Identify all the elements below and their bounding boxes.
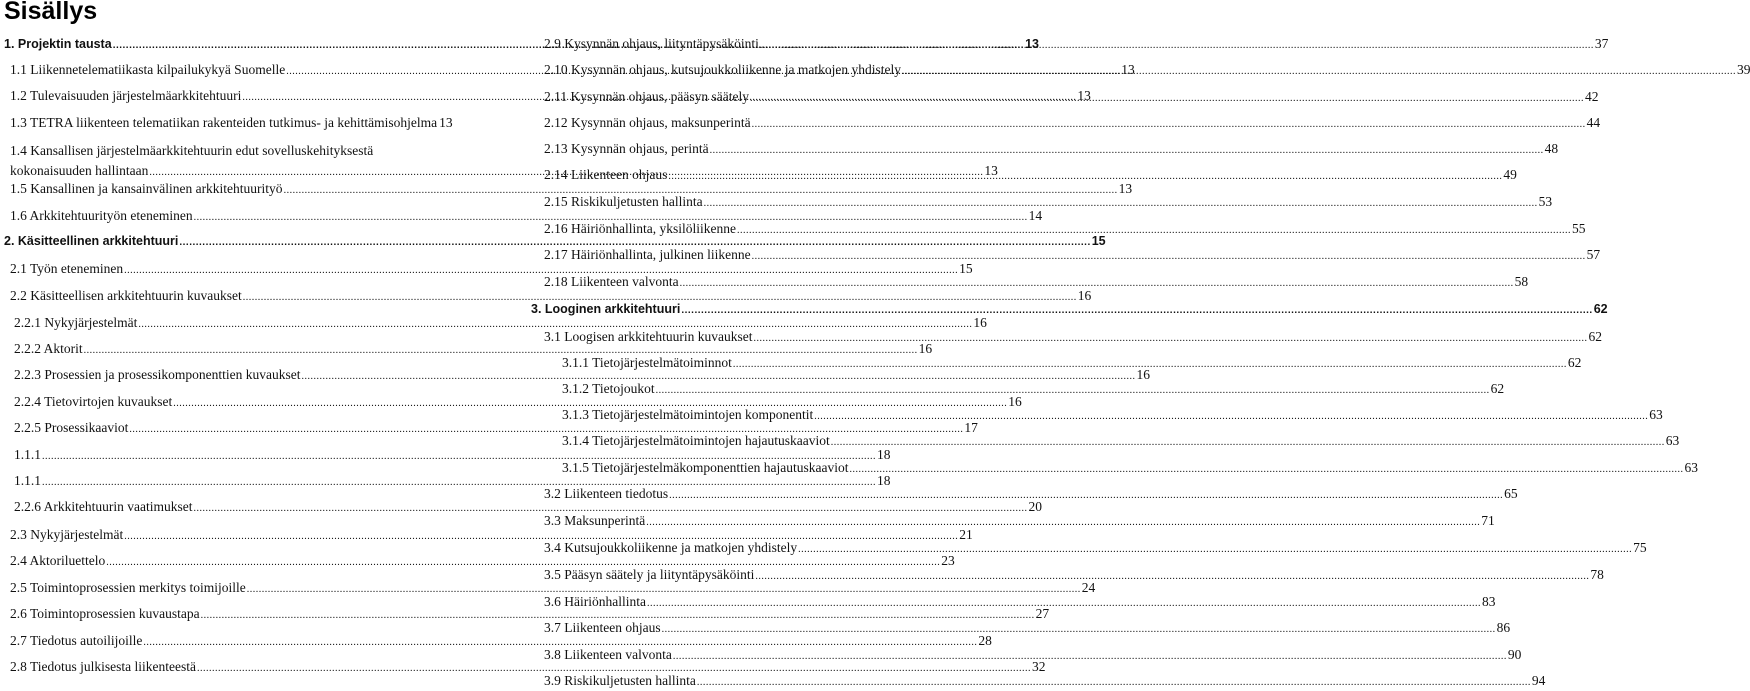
page-title: Sisällys bbox=[4, 0, 98, 25]
toc-entry-page: 17 bbox=[964, 420, 978, 435]
dot-leader bbox=[814, 409, 1648, 425]
toc-entry[interactable] bbox=[531, 301, 1608, 319]
toc-entry-title: 1.1.1 bbox=[14, 447, 41, 462]
toc-entry-title: 2.2.6 Arkkitehtuurin vaatimukset bbox=[14, 499, 193, 514]
dot-leader bbox=[733, 357, 1567, 373]
toc-entry[interactable] bbox=[14, 315, 987, 333]
toc-entry-page: 13 bbox=[1121, 62, 1135, 77]
toc-entry[interactable] bbox=[10, 181, 1133, 199]
toc-entry-page: 32 bbox=[1032, 659, 1046, 674]
toc-entry-page: 15 bbox=[1091, 234, 1106, 248]
toc-entry[interactable] bbox=[562, 460, 1698, 478]
toc-entry-page: 39 bbox=[1736, 62, 1750, 77]
toc-entry[interactable] bbox=[544, 673, 1546, 691]
dot-leader bbox=[656, 383, 1490, 399]
toc-entry-title: 1.1 Liikennetelematiikasta kilpailukykyä Suomelle bbox=[10, 62, 286, 77]
toc-entry-title: 2.1 Työn eteneminen bbox=[10, 261, 124, 276]
toc-entry[interactable] bbox=[10, 288, 1092, 306]
dot-leader bbox=[680, 276, 1514, 292]
toc-entry[interactable] bbox=[10, 115, 453, 133]
dot-leader bbox=[831, 435, 1665, 451]
toc-entry[interactable] bbox=[544, 115, 1601, 133]
toc-entry[interactable] bbox=[544, 620, 1511, 638]
toc-entry[interactable] bbox=[4, 233, 1106, 251]
toc-entry[interactable] bbox=[10, 580, 1096, 598]
dot-leader bbox=[760, 38, 1594, 54]
toc-entry-page: 27 bbox=[1035, 606, 1050, 621]
toc-entry[interactable] bbox=[10, 208, 1043, 226]
toc-entry-page: 78 bbox=[1590, 567, 1604, 582]
dot-leader bbox=[752, 117, 1586, 133]
toc-entry-title: 1.6 Arkkitehtuurityön eteneminen bbox=[10, 208, 193, 223]
toc-entry-page: 42 bbox=[1584, 89, 1599, 104]
toc-entry[interactable] bbox=[544, 329, 1602, 347]
toc-entry-page: 28 bbox=[978, 633, 992, 648]
toc-entry-title: 2.4 Aktoriluettelo bbox=[10, 553, 106, 568]
toc-entry-title: 2.11 Kysynnän ohjaus, pääsyn säätely bbox=[544, 89, 749, 104]
toc-entry-title: 3.1.5 Tietojärjestelmäkomponenttien hajautuskaaviot bbox=[562, 460, 849, 475]
toc-entry[interactable] bbox=[544, 221, 1586, 239]
toc-entry[interactable] bbox=[10, 553, 955, 571]
toc-entry-title: 1.3 TETRA liikenteen telematiikan rakenteiden tutkimus- ja kehittämisohjelma bbox=[10, 115, 438, 130]
toc-entry-title: 1. Projektin tausta bbox=[4, 37, 112, 51]
toc-entry-page: 83 bbox=[1481, 594, 1496, 609]
toc-entry[interactable] bbox=[544, 141, 1559, 159]
toc-entry-title: 2.18 Liikenteen valvonta bbox=[544, 274, 679, 289]
toc-entry-page: 13 bbox=[1118, 181, 1133, 196]
toc-entry-title: 2.16 Häiriönhallinta, yksilöliikenne bbox=[544, 221, 736, 236]
toc-entry-title: 1.5 Kansallinen ja kansainvälinen arkkitehtuurityö bbox=[10, 181, 283, 196]
toc-entry-page: 63 bbox=[1649, 407, 1663, 422]
toc-entry-page: 44 bbox=[1586, 115, 1601, 130]
toc-entry-page: 48 bbox=[1544, 141, 1559, 156]
toc-entry[interactable] bbox=[14, 341, 933, 359]
toc-entry[interactable] bbox=[562, 381, 1505, 399]
toc-entry-title: 3.8 Liikenteen valvonta bbox=[544, 647, 672, 662]
dot-leader bbox=[704, 196, 1538, 212]
dot-leader bbox=[681, 303, 1592, 319]
toc-entry-page: 15 bbox=[959, 261, 973, 276]
toc-entry[interactable] bbox=[562, 407, 1663, 425]
toc-entry[interactable] bbox=[544, 567, 1604, 585]
dot-leader bbox=[902, 64, 1736, 80]
toc-entry-title: 2. Käsitteellinen arkkitehtuuri bbox=[4, 234, 179, 248]
toc-entry[interactable] bbox=[10, 261, 973, 279]
toc-entry-title: 2.15 Riskikuljetusten hallinta bbox=[544, 194, 703, 209]
dot-leader bbox=[798, 542, 1632, 558]
toc-entry-title: 3.1.4 Tietojärjestelmätoimintojen hajautuskaaviot bbox=[562, 433, 830, 448]
toc-entry[interactable] bbox=[544, 647, 1522, 665]
toc-entry[interactable] bbox=[14, 447, 891, 465]
toc-entry[interactable] bbox=[10, 606, 1050, 624]
toc-entry-page: 20 bbox=[1028, 499, 1042, 514]
toc-entry-title: 2.12 Kysynnän ohjaus, maksunperintä bbox=[544, 115, 751, 130]
dot-leader bbox=[755, 569, 1589, 585]
toc-entry-page: 16 bbox=[1136, 367, 1150, 382]
dot-leader bbox=[646, 515, 1480, 531]
dot-leader bbox=[710, 143, 1544, 159]
toc-entry-page: 21 bbox=[959, 527, 973, 542]
toc-entry-page: 16 bbox=[1008, 394, 1022, 409]
toc-entry[interactable] bbox=[562, 433, 1680, 451]
toc-entry-title: 2.13 Kysynnän ohjaus, perintä bbox=[544, 141, 709, 156]
toc-entry[interactable] bbox=[10, 659, 1046, 677]
toc-entry-page: 63 bbox=[1665, 433, 1680, 448]
dot-leader bbox=[750, 91, 1584, 107]
toc-entry[interactable] bbox=[544, 194, 1553, 212]
toc-entry-page: 18 bbox=[877, 447, 891, 462]
toc-entry-title: 3.2 Liikenteen tiedotus bbox=[544, 486, 669, 501]
toc-entry-title: 2.7 Tiedotus autoilijoille bbox=[10, 633, 143, 648]
toc-entry-title: 3.1.1 Tietojärjestelmätoiminnot bbox=[562, 355, 732, 370]
toc-entry-page: 94 bbox=[1531, 673, 1546, 688]
toc-entry-title: 3.5 Pääsyn säätely ja liityntäpysäköinti bbox=[544, 567, 755, 582]
toc-entry-title: 2.2.1 Nykyjärjestelmät bbox=[14, 315, 138, 330]
toc-entry-title: 2.2.3 Prosessien ja prosessikomponenttien kuvaukset bbox=[14, 367, 301, 382]
toc-entry[interactable] bbox=[544, 247, 1601, 265]
toc-entry-title: 2.2.4 Tietovirtojen kuvaukset bbox=[14, 394, 173, 409]
toc-entry-page: 16 bbox=[918, 341, 933, 356]
toc-entry-title: 1.1.1 bbox=[14, 473, 41, 488]
toc-entry[interactable] bbox=[544, 540, 1647, 558]
toc-entry-page: 49 bbox=[1503, 167, 1517, 182]
toc-entry-page: 23 bbox=[941, 553, 955, 568]
toc-entry-page: 62 bbox=[1593, 302, 1608, 316]
toc-entry[interactable] bbox=[14, 499, 1042, 517]
toc-entry-page: 65 bbox=[1504, 486, 1518, 501]
toc-entry-page: 62 bbox=[1567, 355, 1582, 370]
toc-entry-title: 2.5 Toimintoprosessien merkitys toimijoille bbox=[10, 580, 246, 595]
toc-entry-title: 2.14 Liikenteen ohjaus bbox=[544, 167, 668, 182]
toc-entry-title: 3.1.3 Tietojärjestelmätoimintojen komponentit bbox=[562, 407, 814, 422]
toc-entry-title: 2.17 Häiriönhallinta, julkinen liikenne bbox=[544, 247, 751, 262]
toc-entry-page: 16 bbox=[973, 315, 987, 330]
toc-entry-title: 3.3 Maksunperintä bbox=[544, 513, 646, 528]
toc-entry-page: 62 bbox=[1490, 381, 1505, 396]
dot-leader bbox=[697, 675, 1531, 691]
toc-entry-title: 2.6 Toimintoprosessien kuvaustapa bbox=[10, 606, 200, 621]
toc-entry-title: 1.4 Kansallisen järjestelmäarkkitehtuurin edut sovelluskehityksestä bbox=[10, 143, 374, 158]
toc-entry-title: 3.9 Riskikuljetusten hallinta bbox=[544, 673, 696, 688]
toc-entry[interactable] bbox=[544, 513, 1495, 531]
toc-entry[interactable] bbox=[10, 527, 973, 545]
toc-entry-page: 63 bbox=[1684, 460, 1698, 475]
dot-leader bbox=[737, 223, 1571, 239]
toc-entry[interactable] bbox=[544, 594, 1496, 612]
toc-entry-title: 3.1 Loogisen arkkitehtuurin kuvaukset bbox=[544, 329, 753, 344]
toc-entry-page: 58 bbox=[1514, 274, 1529, 289]
toc-entry-page: 90 bbox=[1507, 647, 1522, 662]
toc-entry[interactable] bbox=[544, 486, 1518, 504]
dot-leader bbox=[673, 649, 1507, 665]
toc-entry-title: 2.3 Nykyjärjestelmät bbox=[10, 527, 124, 542]
toc-entry-title: 3.7 Liikenteen ohjaus bbox=[544, 620, 661, 635]
toc-entry-page: 13 bbox=[1077, 88, 1091, 103]
toc-entry-title: 3.4 Kutsujoukkoliikenne ja matkojen yhdistely bbox=[544, 540, 798, 555]
toc-entry-title: 3. Looginen arkkitehtuuri bbox=[531, 302, 681, 316]
dot-leader bbox=[753, 331, 1587, 347]
toc-entry[interactable] bbox=[14, 394, 1022, 412]
dot-leader bbox=[668, 169, 1502, 185]
toc-entry-page: 53 bbox=[1538, 194, 1553, 209]
toc-entry-page: 13 bbox=[984, 163, 998, 178]
dot-leader bbox=[752, 249, 1586, 265]
dot-leader bbox=[849, 462, 1683, 478]
toc-entry-title: 2.9 Kysynnän ohjaus, liityntäpysäköinti bbox=[544, 36, 759, 51]
toc-entry-page: 57 bbox=[1586, 247, 1601, 262]
dot-leader bbox=[669, 488, 1503, 504]
toc-entry-page: 37 bbox=[1594, 36, 1609, 51]
toc-entry-page: 62 bbox=[1588, 329, 1602, 344]
toc-entry-title: 3.1.2 Tietojoukot bbox=[562, 381, 655, 396]
toc-entry-title: 2.2.2 Aktorit bbox=[14, 341, 83, 356]
toc-entry-page: 86 bbox=[1496, 620, 1511, 635]
toc-entry-page: 55 bbox=[1571, 221, 1586, 236]
toc-entry[interactable] bbox=[10, 633, 992, 651]
toc-entry-page: 24 bbox=[1081, 580, 1096, 595]
toc-entry-title: 2.10 Kysynnän ohjaus, kutsujoukkoliikenne ja matkojen yhdistely bbox=[544, 62, 901, 77]
toc-entry-page: 14 bbox=[1028, 208, 1043, 223]
toc-entry[interactable] bbox=[14, 367, 1150, 385]
toc-entry[interactable] bbox=[14, 473, 891, 491]
toc-entry-page: 16 bbox=[1077, 288, 1092, 303]
dot-leader bbox=[647, 596, 1481, 612]
dot-leader bbox=[662, 622, 1496, 638]
toc-entry-page: 13 bbox=[439, 115, 453, 130]
toc-entry[interactable] bbox=[14, 420, 978, 438]
toc-entry-title-continued: kokonaisuuden hallintaan bbox=[10, 163, 149, 178]
toc-entry-title: 1.2 Tulevaisuuden järjestelmäarkkitehtuuri bbox=[10, 88, 242, 103]
toc-entry-title: 2.2 Käsitteellisen arkkitehtuurin kuvaukset bbox=[10, 288, 242, 303]
toc-entry-title: 2.2.5 Prosessikaaviot bbox=[14, 420, 129, 435]
toc-entry-title: 3.6 Häiriönhallinta bbox=[544, 594, 646, 609]
toc-entry-page: 71 bbox=[1481, 513, 1495, 528]
toc-entry-page: 18 bbox=[877, 473, 891, 488]
toc-entry-page: 13 bbox=[1025, 37, 1039, 51]
toc-entry-title: 2.8 Tiedotus julkisesta liikenteestä bbox=[10, 659, 196, 674]
toc-entry-page: 75 bbox=[1633, 540, 1647, 555]
toc-entry[interactable] bbox=[544, 274, 1529, 292]
toc-entry[interactable] bbox=[562, 355, 1582, 373]
